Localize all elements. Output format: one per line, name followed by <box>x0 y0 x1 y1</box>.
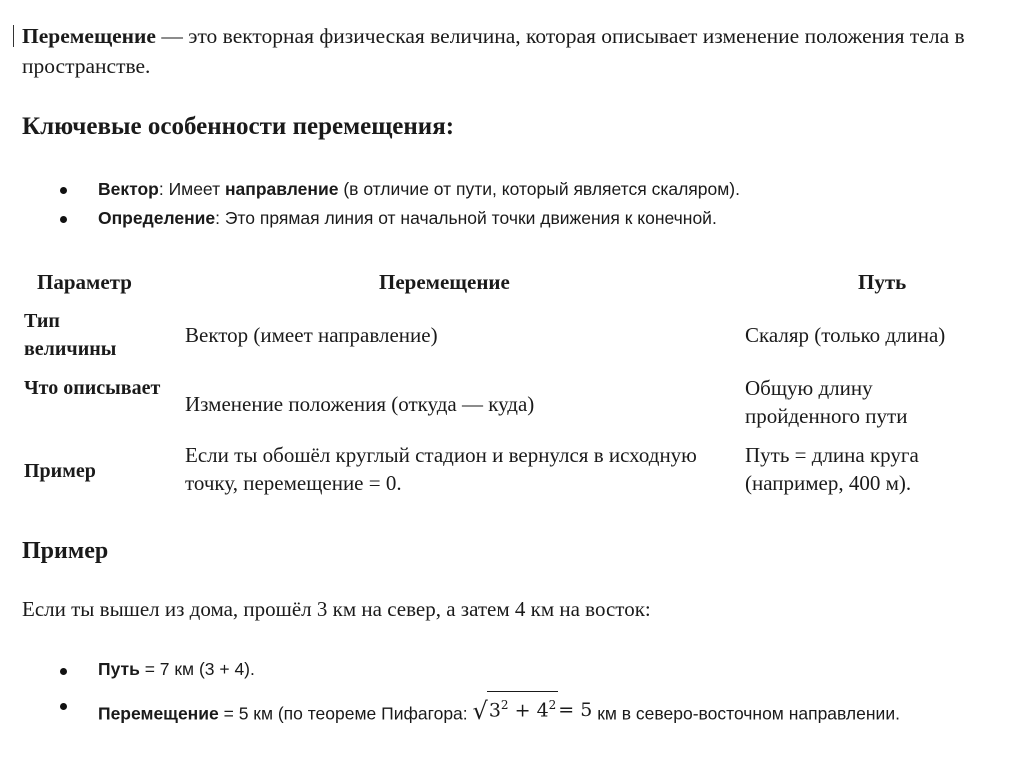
intro-paragraph <box>22 21 1007 81</box>
item-text: : Это прямая линия от начальной точки движения к конечной. <box>215 208 717 228</box>
item-text: = 7 км (3 + 4). <box>139 659 255 679</box>
formula-operator: + <box>508 699 537 722</box>
item-text: км в северо-восточном направлении. <box>592 703 900 724</box>
item-label: Определение <box>98 208 216 228</box>
formula-term: 3 <box>488 699 501 722</box>
table-row-param: Что описывает <box>24 377 161 399</box>
table-cell-displacement: Если ты обошёл круглый стадион и вернулся в исходную точку, перемещение = 0. <box>185 443 697 495</box>
item-text: (в отличие от пути, который является скаляром). <box>338 179 740 199</box>
table-row-param: Пример <box>24 460 96 482</box>
example-text: Если ты вышел из дома, прошёл 3 км на север, а затем 4 км на восток: <box>22 597 651 621</box>
table-header-displacement: Перемещение <box>379 270 510 294</box>
features-heading: Ключевые особенности перемещения: <box>22 113 455 140</box>
list-item <box>60 175 740 204</box>
table-header-param: Параметр <box>37 270 132 294</box>
formula-exponent: 2 <box>548 698 557 712</box>
table-row-param: Тип величины <box>24 310 117 360</box>
bullet-icon <box>60 187 67 194</box>
list-item <box>60 691 980 726</box>
list-item <box>60 204 740 233</box>
bullet-icon <box>60 668 67 675</box>
features-list <box>60 175 740 233</box>
intro-term: Перемещение <box>22 24 156 48</box>
text-cursor <box>13 25 14 47</box>
item-text: = 5 км (по теореме Пифагора: <box>218 703 473 724</box>
example-heading: Пример <box>22 538 109 564</box>
formula-result: = 5 <box>558 699 593 722</box>
sqrt-icon: √ <box>472 697 488 726</box>
table-cell-path: Общую длину пройденного пути <box>745 376 908 428</box>
bullet-icon <box>60 216 67 223</box>
item-emphasis: направление <box>224 179 339 199</box>
table-cell-path: Путь = длина круга (например, 400 м). <box>745 443 919 495</box>
item-label: Перемещение <box>98 703 219 724</box>
list-item <box>60 656 980 682</box>
bullet-icon <box>60 703 67 710</box>
example-list <box>60 656 980 726</box>
formula-exponent: 2 <box>500 698 509 712</box>
intro-definition: — это векторная физическая величина, которая описывает изменение положения тела в пространстве. <box>22 24 965 78</box>
item-label: Вектор <box>98 179 159 199</box>
formula-term: 4 <box>536 699 549 722</box>
item-label: Путь <box>98 659 140 679</box>
pythagoras-formula <box>472 691 593 726</box>
item-text: : Имеет <box>158 179 225 199</box>
table-cell-displacement: Вектор (имеет направление) <box>185 323 438 347</box>
table-header-path: Путь <box>858 270 907 294</box>
table-cell-displacement: Изменение положения (откуда — куда) <box>185 392 535 416</box>
table-cell-path: Скаляр (только длина) <box>745 323 946 347</box>
